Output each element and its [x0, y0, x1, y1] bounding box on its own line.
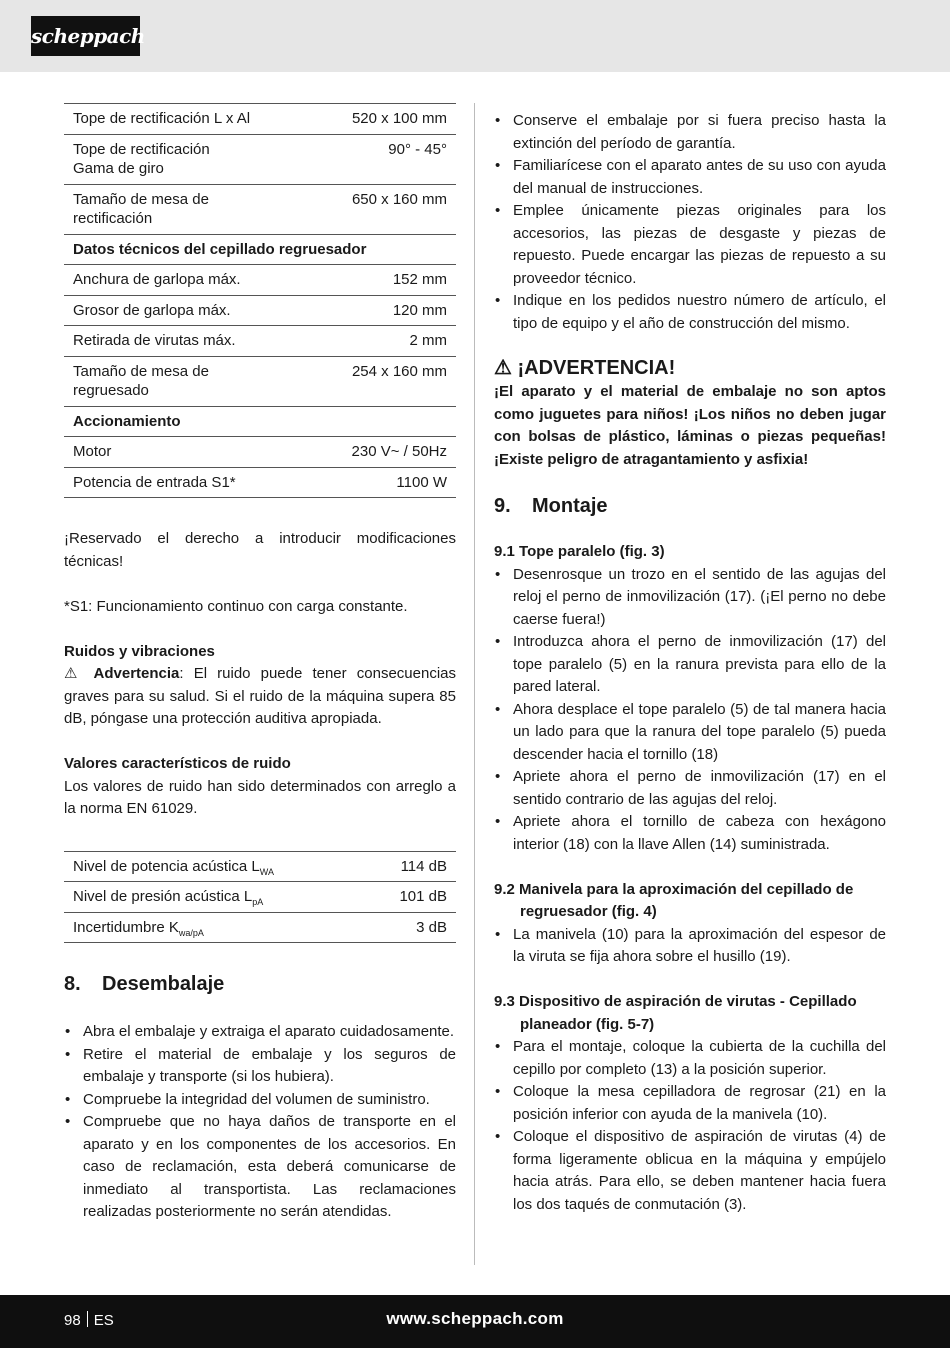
- table-row: [64, 467, 456, 498]
- section-8-heading: [64, 971, 456, 997]
- noise-value: 101 dB: [366, 882, 456, 913]
- spec-value: 230 V~ / 50Hz: [312, 437, 456, 468]
- chip-extraction-list: [494, 1036, 886, 1216]
- noise-label-text: Incertidumbre K: [73, 918, 179, 936]
- scheppach-logo: scheppach: [31, 16, 140, 56]
- unpacking-list: [64, 1021, 456, 1224]
- table-row: [64, 295, 456, 326]
- spec-label: Anchura de garlopa máx.: [64, 265, 312, 296]
- spec-label: Tamaño de mesa de regruesado: [64, 356, 312, 406]
- list-item: • Apriete ahora el tornillo de cabeza con hexágono interior (18) con la llave Allen (14) suministrada.: [494, 811, 886, 856]
- spec-label: Tamaño de mesa de rectificación: [64, 184, 312, 234]
- noise-value: 114 dB: [366, 851, 456, 882]
- table-row: [64, 104, 456, 135]
- table-row: [64, 851, 456, 882]
- warning-icon: ⚠: [64, 665, 84, 682]
- noise-label: [64, 912, 366, 943]
- noise-label-subscript: wa/pA: [178, 927, 204, 938]
- table-row: [64, 356, 456, 406]
- warning-heading: [494, 355, 886, 381]
- spec-label: Tope de rectificación Gama de giro: [64, 134, 312, 184]
- list-item: • Desenrosque un trozo en el sentido de las agujas del reloj el perno de inmovilización (17). (¡El perno no debe caerse fuera!): [494, 564, 886, 632]
- table-row: [64, 406, 456, 437]
- noise-label: [64, 882, 366, 913]
- right-column: [494, 103, 886, 1216]
- noise-warning: [64, 663, 456, 731]
- parallel-fence-list: [494, 564, 886, 857]
- section-9-title: Montaje: [532, 495, 608, 517]
- spec-value: 1100 W: [312, 467, 456, 498]
- list-item: • La manivela (10) para la aproximación del espesor de la viruta se fija ahora sobre el husillo (19).: [494, 924, 886, 969]
- list-item: • Abra el embalaje y extraiga el aparato cuidadosamente.: [64, 1021, 456, 1044]
- table-row: [64, 234, 456, 265]
- crank-list: [494, 924, 886, 969]
- warning-title: ¡ADVERTENCIA!: [517, 357, 676, 379]
- noise-value: 3 dB: [366, 912, 456, 943]
- spec-value: 90° - 45°: [312, 134, 456, 184]
- subsection-9-2-title: 9.2 Manivela para la aproximación del cepillado de regruesador (fig. 4): [494, 880, 854, 920]
- list-item: • Compruebe que no haya daños de transporte en el aparato y en los componentes de los accesorios. En caso de reclamación, esta deberá comunicarse de inmediato al transportista. Las reclamaciones realizadas posteriormente no serán atendidas.: [64, 1111, 456, 1224]
- table-row: [64, 134, 456, 184]
- table-section-heading: Accionamiento: [64, 406, 456, 437]
- noise-values-text: Los valores de ruido han sido determinados con arreglo a la norma EN 61029.: [64, 777, 456, 817]
- table-section-heading: Datos técnicos del cepillado regruesador: [64, 234, 456, 265]
- spec-value: 254 x 160 mm: [312, 356, 456, 406]
- language-code: ES: [93, 1312, 114, 1329]
- list-item: • Retire el material de embalaje y los seguros de embalaje y transporte (si los hubiera).: [64, 1044, 456, 1089]
- list-item: • Coloque el dispositivo de aspiración de virutas (4) de forma ligeramente oblicua en la máquina y empújelo hacia atrás. Para ello, se deben mantener hacia fuera los dos taqués de conmutación (3).: [494, 1126, 886, 1216]
- subsection-9-3-title: 9.3 Dispositivo de aspiración de virutas - Cepillado planeador (fig. 5-7): [494, 993, 857, 1033]
- table-row: [64, 437, 456, 468]
- table-row: [64, 912, 456, 943]
- list-item: • Para el montaje, coloque la cubierta de la cuchilla del cepillo por completo (13) a la posición superior.: [494, 1036, 886, 1081]
- table-row: [64, 882, 456, 913]
- technical-data-table: [64, 103, 456, 498]
- packaging-list: [494, 110, 886, 335]
- website-link[interactable]: www.scheppach.com: [386, 1309, 564, 1328]
- list-item: • Indique en los pedidos nuestro número de artículo, el tipo de equipo y el año de construcción del mismo.: [494, 290, 886, 335]
- page-footer: [0, 1295, 950, 1348]
- table-row: [64, 326, 456, 357]
- spec-value: 650 x 160 mm: [312, 184, 456, 234]
- noise-table: [64, 851, 456, 944]
- list-item: • Apriete ahora el perno de inmovilización (17) en el sentido contrario de las agujas del reloj.: [494, 766, 886, 811]
- list-item: • Ahora desplace el tope paralelo (5) de tal manera hacia un lado para que la ranura del tope paralelo (5) pueda descender hacia el tornillo (18): [494, 699, 886, 767]
- section-9-heading: [494, 493, 886, 519]
- s1-note: *S1: Funcionamiento continuo con carga constante.: [64, 597, 408, 615]
- noise-label-subscript: WA: [259, 866, 274, 877]
- noise-label-text: Nivel de potencia acústica L: [73, 857, 260, 875]
- spec-label: Grosor de garlopa máx.: [64, 295, 312, 326]
- section-8-title: Desembalaje: [102, 973, 225, 995]
- noise-label-text: Nivel de presión acústica L: [73, 888, 253, 905]
- section-8-number: 8.: [64, 973, 81, 995]
- list-item: • Compruebe la integridad del volumen de suministro.: [64, 1089, 456, 1112]
- left-column: [64, 103, 456, 1224]
- page-header: [0, 0, 950, 72]
- list-item: • Conserve el embalaje por si fuera preciso hasta la extinción del período de garantía.: [494, 110, 886, 155]
- list-item: • Introduzca ahora el perno de inmovilización (17) del tope paralelo (5) en la ranura prevista para ello de la pared lateral.: [494, 631, 886, 699]
- page-number: 98: [64, 1312, 81, 1329]
- noise-warning-text: : El ruido puede tener consecuencias graves para su salud. Si el ruido de la máquina supera 85 dB, póngase una protección auditiva apropiada.: [64, 665, 456, 727]
- spec-value: 120 mm: [312, 295, 456, 326]
- spec-label: Tope de rectificación L x Al: [64, 104, 312, 135]
- spec-value: 152 mm: [312, 265, 456, 296]
- noise-heading: Ruidos y vibraciones: [64, 642, 215, 660]
- spec-value: 520 x 100 mm: [312, 104, 456, 135]
- warning-text: ¡El aparato y el material de embalaje no son aptos como juguetes para niños! ¡Los niños no deben jugar con bolsas de plástico, láminas o piezas pequeñas! ¡Existe peligro de atragantamiento y asfixia!: [494, 383, 886, 468]
- subsection-9-1-title: 9.1 Tope paralelo (fig. 3): [494, 543, 665, 560]
- noise-label-subscript: pA: [252, 897, 264, 907]
- spec-label: Motor: [64, 437, 312, 468]
- spec-label: Retirada de virutas máx.: [64, 326, 312, 357]
- list-item: • Coloque la mesa cepilladora de regrosar (21) en la posición inferior con ayuda de la manivela (10).: [494, 1081, 886, 1126]
- noise-warning-label: Advertencia: [93, 665, 180, 682]
- noise-values-heading: Valores característicos de ruido: [64, 755, 291, 772]
- reserved-note: ¡Reservado el derecho a introducir modificaciones técnicas!: [64, 530, 456, 570]
- list-item: • Emplee únicamente piezas originales para los accesorios, las piezas de desgaste y piezas de repuesto. Puede encargar las piezas de repuesto a su proveedor técnico.: [494, 200, 886, 290]
- warning-icon: ⚠: [494, 357, 512, 379]
- spec-value: 2 mm: [312, 326, 456, 357]
- list-item: • Familiarícese con el aparato antes de su uso con ayuda del manual de instrucciones.: [494, 155, 886, 200]
- table-row: [64, 265, 456, 296]
- column-divider: [474, 103, 475, 1265]
- spec-label: Potencia de entrada S1*: [64, 467, 312, 498]
- noise-label: [64, 851, 366, 882]
- table-row: [64, 184, 456, 234]
- section-9-number: 9.: [494, 495, 511, 517]
